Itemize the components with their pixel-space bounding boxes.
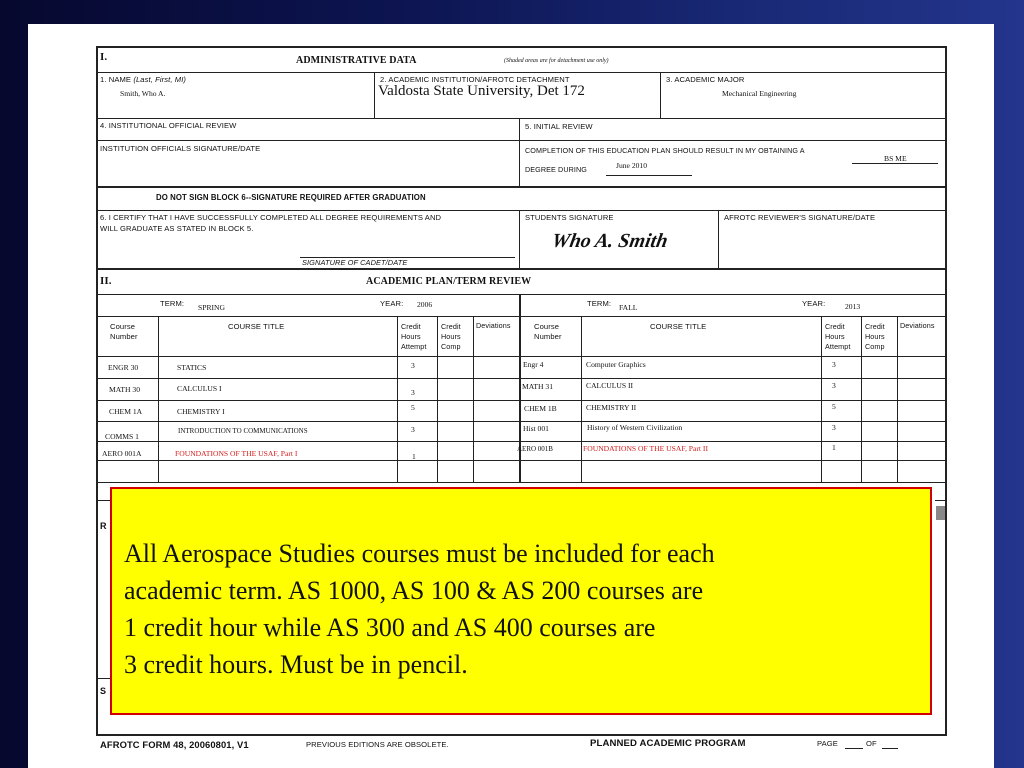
row-line [96, 316, 946, 317]
row-line [96, 482, 946, 483]
block5-label: 5. INITIAL REVIEW [525, 122, 593, 131]
name-label: 1. NAME (Last, First, MI) [100, 75, 187, 84]
row-line [96, 118, 946, 119]
callout-line: All Aerospace Studies courses must be included for each [124, 539, 715, 568]
col-line [397, 316, 398, 482]
credit-hours: 3 [832, 381, 836, 390]
credit-hours: 3 [411, 425, 415, 434]
section2-number: II. [100, 275, 112, 287]
page-blank [845, 748, 863, 749]
col-line [821, 316, 822, 482]
col-line [519, 294, 521, 482]
section2-heading: ACADEMIC PLAN/TERM REVIEW [366, 276, 532, 287]
row-line [96, 186, 946, 188]
row-line [96, 72, 946, 73]
course-number: COMMS 1 [105, 432, 139, 441]
header-course-title: COURSE TITLE [228, 322, 285, 331]
credit-hours: 3 [411, 361, 415, 370]
cadet-sig-label: SIGNATURE OF CADET/DATE [302, 258, 408, 267]
callout-text [124, 535, 914, 683]
section1-note: (Shaded areas are for detachment use only) [504, 58, 609, 64]
student-signature: Who A. Smith [550, 230, 670, 252]
col-line [660, 72, 661, 118]
course-number: CHEM 1B [524, 404, 557, 413]
credit-hours: 5 [411, 403, 415, 412]
row-line [96, 400, 946, 401]
form-border-right [945, 46, 947, 736]
partial-label-s: S [100, 686, 107, 696]
block4-label: 4. INSTITUTIONAL OFFICIAL REVIEW [100, 121, 237, 130]
col-line [718, 210, 719, 268]
row-line [96, 441, 946, 442]
credit-hours: 5 [832, 402, 836, 411]
reviewer-sig-label: AFROTC REVIEWER'S SIGNATURE/DATE [724, 213, 876, 222]
degree-underline [852, 163, 938, 164]
degree-value: BS ME [884, 154, 907, 163]
col-line [473, 316, 474, 482]
name-value: Smith, Who A. [120, 89, 166, 98]
left-term-value: SPRING [198, 303, 226, 312]
block5-text-line1: COMPLETION OF THIS EDUCATION PLAN SHOULD RESULT IN MY OBTAINING A [525, 146, 805, 155]
callout-line: 3 credit hours. Must be in pencil. [124, 650, 468, 679]
course-title: CHEMISTRY II [586, 403, 637, 412]
row-line [96, 460, 946, 461]
course-title: Computer Graphics [586, 360, 646, 369]
right-year-value: 2013 [845, 302, 861, 311]
row-line [96, 421, 946, 422]
course-number: ENGR 30 [108, 363, 139, 372]
page-total-blank [882, 748, 898, 749]
shaded-marker [936, 506, 945, 520]
form-border-top [96, 46, 946, 48]
course-title: INTRODUCTION TO COMMUNICATIONS [178, 427, 308, 435]
footer-program: PLANNED ACADEMIC PROGRAM [590, 738, 746, 749]
form-border-bottom [96, 734, 947, 736]
header-course-number: Course Number [534, 322, 562, 341]
footer-of: OF [866, 739, 877, 748]
header-course-number: Course Number [110, 322, 138, 341]
left-year-value: 2006 [417, 300, 433, 309]
row-line [519, 140, 946, 141]
block6-warning: DO NOT SIGN BLOCK 6--SIGNATURE REQUIRED AFTER GRADUATION [156, 193, 426, 202]
course-number: MATH 30 [109, 385, 141, 394]
col-line [897, 316, 898, 482]
row-line [96, 140, 519, 141]
col-line [374, 72, 375, 118]
col-line [581, 316, 582, 482]
col-line [158, 316, 159, 482]
row-line [96, 356, 946, 357]
major-label: 3. ACADEMIC MAJOR [666, 75, 745, 84]
course-number: Hist 001 [523, 424, 549, 433]
credit-hours: 3 [832, 360, 836, 369]
left-term-label: TERM: [160, 299, 185, 308]
row-line [935, 500, 945, 501]
row-line [96, 678, 110, 679]
course-number: AERO 001A [102, 449, 142, 458]
credit-hours: 1 [412, 452, 416, 461]
course-title: STATICS [177, 363, 207, 372]
course-title: FOUNDATIONS OF THE USAF, Part I [175, 449, 298, 458]
credit-hours: 1 [832, 443, 836, 452]
col-line [519, 210, 520, 268]
callout-box [110, 487, 932, 715]
course-number: CHEM 1A [109, 407, 143, 416]
row-line [96, 268, 946, 270]
block4-sig-label: INSTITUTION OFFICIALS SIGNATURE/DATE [100, 144, 261, 153]
header-credit-attempt: Credit Hours Attempt [825, 322, 851, 351]
partial-label-r: R [100, 521, 107, 531]
header-credit-attempt: Credit Hours Attempt [401, 322, 427, 351]
course-title: FOUNDATIONS OF THE USAF, Part II [583, 444, 708, 453]
header-credit-comp: Credit Hours Comp [441, 322, 461, 351]
student-sig-label: STUDENTS SIGNATURE [525, 213, 614, 222]
right-term-label: TERM: [587, 299, 612, 308]
header-deviations: Deviations [476, 321, 511, 330]
right-term-value: FALL [619, 303, 638, 312]
block5-text-line2: DEGREE DURING [525, 165, 588, 174]
row-line [96, 500, 110, 501]
row-line [96, 294, 946, 295]
block6-line2: WILL GRADUATE AS STATED IN BLOCK 5. [100, 224, 254, 233]
credit-hours: 3 [411, 388, 415, 397]
footer-previous: PREVIOUS EDITIONS ARE OBSOLETE. [306, 740, 449, 749]
course-number: AERO 001B [517, 445, 553, 453]
credit-hours: 3 [832, 423, 836, 432]
header-course-title: COURSE TITLE [650, 322, 707, 331]
institution-label: 2. ACADEMIC INSTITUTION/AFROTC DETACHMENT [380, 75, 570, 84]
section1-heading: ADMINISTRATIVE DATA [296, 55, 417, 66]
course-title: CALCULUS II [586, 381, 634, 390]
header-deviations: Deviations [900, 321, 935, 330]
course-number: Engr 4 [523, 360, 544, 369]
institution-value: Valdosta State University, Det 172 [378, 83, 585, 99]
course-number: MATH 31 [522, 382, 554, 391]
col-line [519, 118, 520, 186]
form-border-left [96, 46, 98, 736]
footer-page: PAGE [817, 739, 838, 748]
callout-line: 1 credit hour while AS 300 and AS 400 courses are [124, 613, 656, 642]
callout-line: academic term. AS 1000, AS 100 & AS 200 courses are [124, 576, 704, 605]
degree-date-value: June 2010 [616, 161, 648, 170]
course-title: CALCULUS I [177, 384, 222, 393]
left-year-label: YEAR: [380, 299, 404, 308]
block6-line1: 6. I CERTIFY THAT I HAVE SUCCESSFULLY COMPLETED ALL DEGREE REQUIREMENTS AND [100, 213, 442, 222]
major-value: Mechanical Engineering [722, 89, 797, 98]
col-line [437, 316, 438, 482]
degree-date-underline [606, 175, 692, 176]
section1-number: I. [100, 51, 108, 63]
right-year-label: YEAR: [802, 299, 826, 308]
course-title: CHEMISTRY I [177, 407, 225, 416]
row-line [96, 210, 946, 211]
row-line [96, 378, 946, 379]
course-title: History of Western Civilization [587, 423, 683, 432]
form-id: AFROTC FORM 48, 20060801, V1 [100, 739, 249, 750]
header-credit-comp: Credit Hours Comp [865, 322, 885, 351]
col-line [861, 316, 862, 482]
